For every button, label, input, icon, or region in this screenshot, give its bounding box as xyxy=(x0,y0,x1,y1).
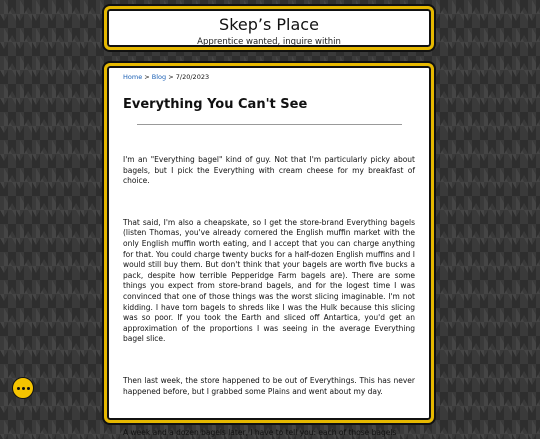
post-paragraph: That said, I'm also a cheapskate, so I get the store-brand Everything bagels (listen Thomas, you've already cornered the English muffin market with the only English muffin worth eating, and I accept that you can charge anything for that. You could charge twenty bucks for a half-dozen English muffins and I would still buy them. But don't think that your bagels are worth five bucks a pack, despite how terrible Pepperidge Farm bagels are). There are some things you expect from store-brand bagels, and for the logest time I was convinced that one of those things was the worst slicing imaginable. I'm not kidding. I have torn bagels to shreds like I was the Hulk because this slicing was so poor. If you took the Earth and sliced off Antartica, you'd get an approximation of the proportions I was seeing in the average Everything bagel slice. xyxy=(123,217,415,344)
post-paragraph: I'm an "Everything bagel" kind of guy. Not that I'm particularly picky about bagels, but I pick the Everything with cream cheese for my breakfast of choice. xyxy=(123,155,415,186)
site-tagline: Apprentice wanted, inquire within xyxy=(197,37,341,47)
more-dots-icon xyxy=(27,387,30,390)
more-dots-icon xyxy=(17,387,20,390)
post-paragraph: A week and a dozen bagels later, I have to tell you: each of those bagels xyxy=(123,428,397,438)
breadcrumb-separator: > xyxy=(166,73,176,81)
breadcrumb-blog-link[interactable]: Blog xyxy=(151,73,167,81)
breadcrumb-date: 7/20/2023 xyxy=(175,73,210,81)
site-header xyxy=(104,6,434,50)
post-title: Everything You Can't See xyxy=(123,97,308,112)
post-paragraph: Then last week, the store happened to be out of Everythings. This has never happened before, but I grabbed some Plains and went about my day. xyxy=(123,375,415,396)
site-title[interactable]: Skep’s Place xyxy=(219,15,319,34)
post-body xyxy=(123,155,415,439)
breadcrumb-home-link[interactable]: Home xyxy=(123,73,143,81)
title-divider xyxy=(137,124,402,125)
breadcrumb-separator: > xyxy=(142,73,152,81)
more-dots-icon xyxy=(22,387,25,390)
breadcrumb xyxy=(123,73,415,81)
more-options-button[interactable] xyxy=(12,377,34,399)
post-container xyxy=(104,63,434,438)
